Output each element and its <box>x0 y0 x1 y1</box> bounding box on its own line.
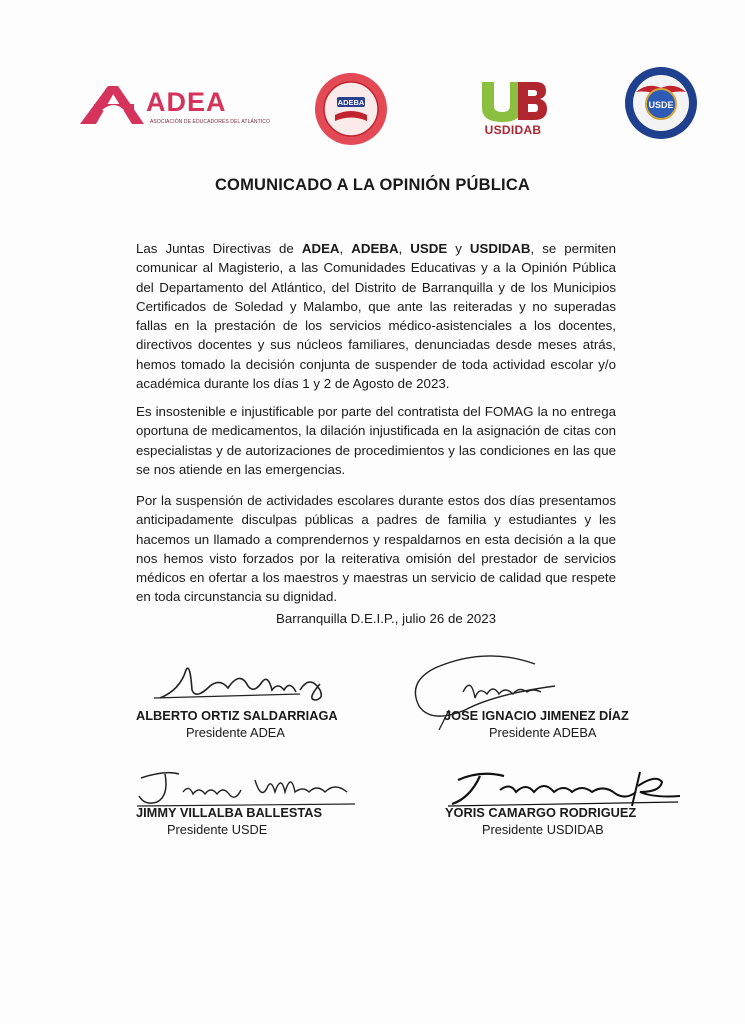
signatory-name-villalba: JIMMY VILLALBA BALLESTAS <box>136 805 323 820</box>
org-name: USDIDAB <box>469 241 531 256</box>
usdidab-emblem-icon <box>476 80 550 124</box>
separator: , <box>398 241 411 256</box>
org-name: ADEBA <box>351 241 399 256</box>
org-name: ADEA <box>301 241 340 256</box>
adea-emblem-icon <box>78 82 148 132</box>
usde-seal <box>624 66 698 140</box>
signatory-role-villalba: Presidente USDE <box>167 822 268 837</box>
org-name: USDE <box>410 241 448 256</box>
adea-logo <box>78 82 268 132</box>
usde-seal-label: USDE <box>648 100 674 110</box>
paragraph-apology: Por la suspensión de actividades escolares durante estos dos días presentamos anticipadamente disculpas públicas a padres de familia y estudiantes y les hacemos un llamado a comprendernos y respaldarnos en esta decisión a la que nos hemos visto forzados por la reiterativa omisión del prestador de servicios médicos en ofertar a los maestros y maestras un servicio de calidad que respete en toda circunstancia su dignidad. <box>136 493 616 605</box>
usdidab-logo-caption: USDIDAB <box>484 123 542 137</box>
signatory-name-ortiz: ALBERTO ORTIZ SALDARRIAGA <box>136 708 338 723</box>
signature-villalba <box>135 766 360 810</box>
signatory-name-camargo: YORIS CAMARGO RODRIGUEZ <box>445 805 637 820</box>
page-title: COMUNICADO A LA OPINIÓN PÚBLICA <box>214 176 531 194</box>
signatory-role-ortiz: Presidente ADEA <box>186 725 285 740</box>
adea-logo-subtitle: ASOCIACIÓN DE EDUCADORES DEL ATLÁNTICO <box>150 119 270 125</box>
signatory-role-jimenez: Presidente ADEBA <box>489 725 597 740</box>
adeba-seal-label: ADEBA <box>337 98 365 107</box>
usde-seal-icon <box>624 66 698 140</box>
paragraph-intro: Las Juntas Directivas de <box>136 241 302 256</box>
usdidab-logo <box>476 80 550 140</box>
separator: , <box>339 241 352 256</box>
signature-ortiz <box>150 660 340 706</box>
adea-logo-word: ADEA <box>146 87 227 117</box>
adeba-seal <box>313 71 389 147</box>
signatory-role-camargo: Presidente USDIDAB <box>482 822 604 837</box>
place-date: Barranquilla D.E.I.P., julio 26 de 2023 <box>276 611 497 626</box>
paragraph-rest: , se permiten comunicar al Magisterio, a las Comunidades Educativas y a la Opinión Pública del Departamento del Atlántico, del Distrito de Barranquilla y de los Municipios Certificados de Soledad y Malambo, que ante las reiteradas y no superadas fallas en la prestación de los servicios médico-asistenciales a los docentes, directivos docentes y sus núcleos familiares, denunciadas desde meses atrás, hemos tomado la decisión conjunta de suspender de toda actividad escolar y/o académica durante los días 1 y 2 de Agosto de 2023. <box>136 241 616 392</box>
separator: y <box>447 241 470 256</box>
paragraph-announcement <box>136 239 616 393</box>
adeba-seal-icon <box>313 71 389 147</box>
signatory-name-jimenez: JOSE IGNACIO JIMENEZ DÍAZ <box>444 708 629 723</box>
paragraph-complaint: Es insostenible e injustificable por parte del contratista del FOMAG la no entrega oportuna de medicamentos, la dilación injustificada en la asignación de citas con especialistas y de autorizaciones de procedimientos y las condiciones en las que se nos atiende en las emergencias. <box>136 404 616 477</box>
